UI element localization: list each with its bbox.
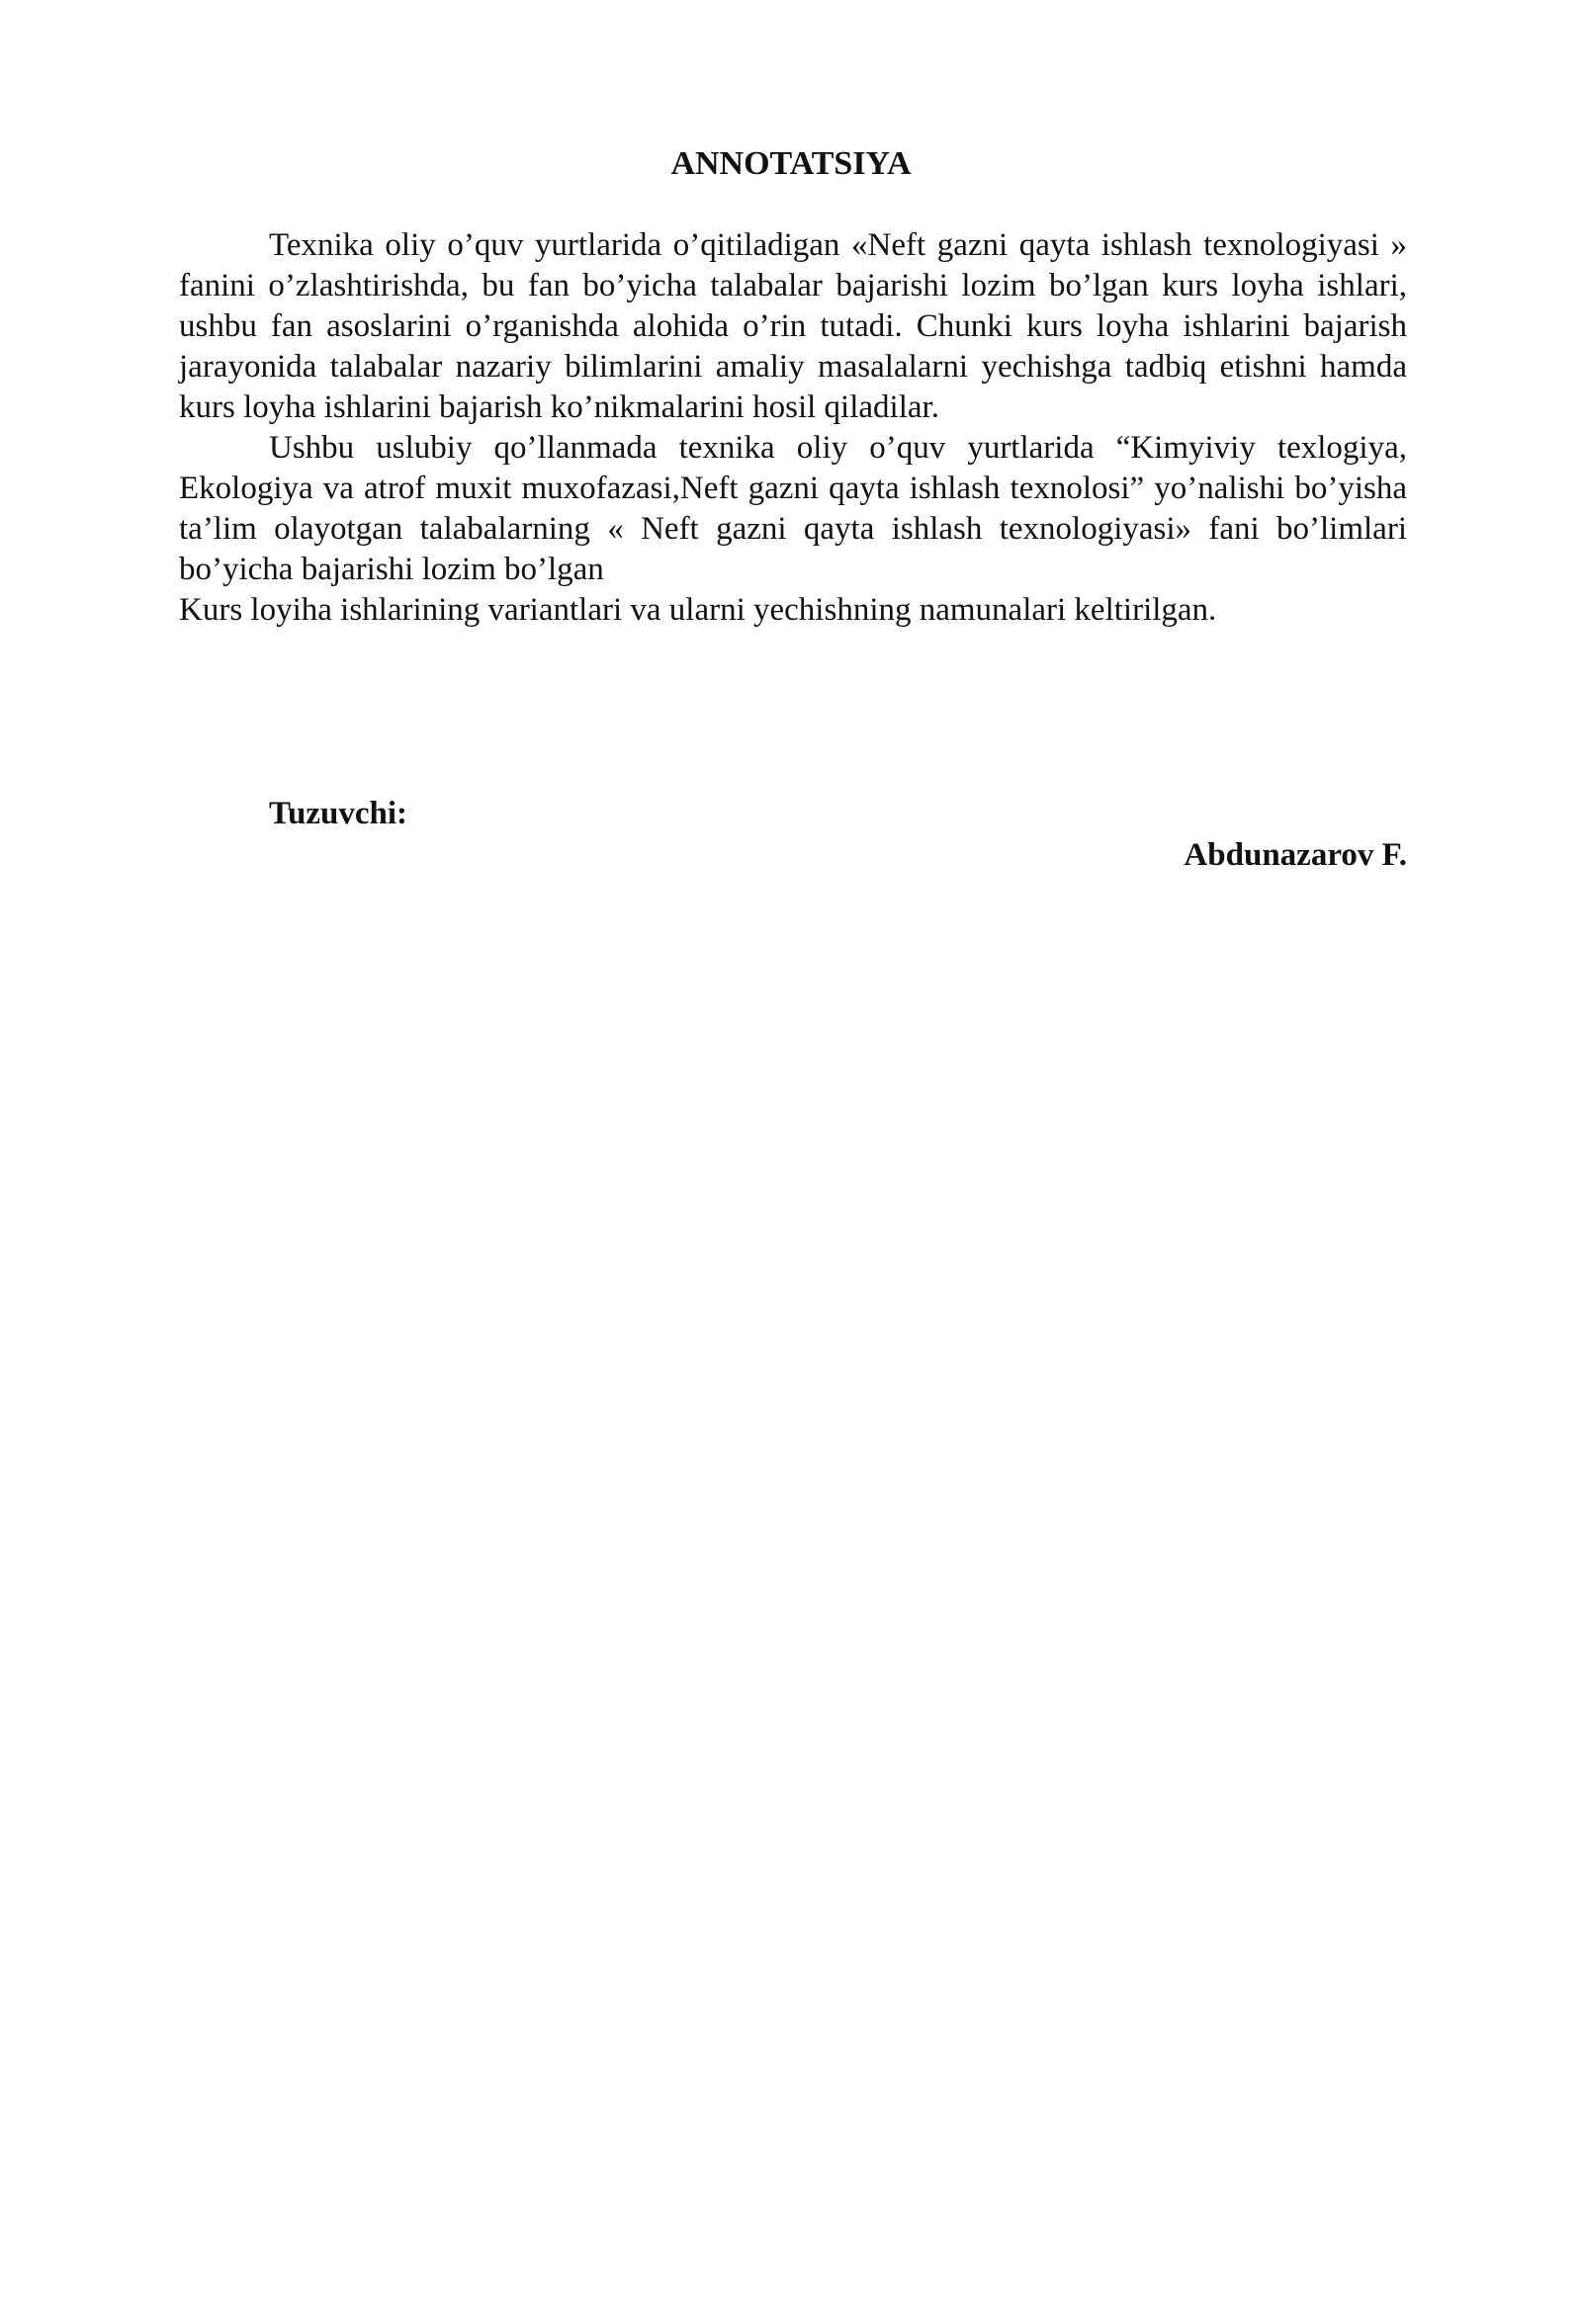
page-title: ANNOTATSIYA — [670, 145, 912, 182]
paragraph-2: Ushbu uslubiy qo’llanmada texnika oliy o’quv yurtlarida “Kimyiviy texlogiya, Ekologiya va atrof muxit muxofazasi,Neft gazni qayta ishlash texnolosi” yo’nalishi bo’yisha ta’lim olayotgan talabalarning « Neft gazni qayta ishlash texnologiyasi» fani bo’limlari bo’yicha bajarishi lozim bo’lgan — [179, 430, 1407, 587]
author-name: Abdunazarov F. — [1184, 837, 1407, 873]
annotation-body — [179, 225, 1407, 631]
closing-line: Kurs loyiha ishlarining variantlari va ularni yechishning namunalari keltirilgan. — [179, 592, 1217, 628]
paragraph-1: Texnika oliy o’quv yurtlarida o’qitiladigan «Neft gazni qayta ishlash texnologiyasi » fanini o’zlashtirishda, bu fan bo’yicha talabalar bajarishi lozim bo’lgan kurs loyha ishlari, ushbu fan asoslarini o’rganishda alohida o’rin tutadi. Chunki kurs loyha ishlarini bajarish jarayonida talabalar nazariy bilimlarini amaliy masalalarni yechishga tadbiq etishni hamda kurs loyha ishlarini bajarish ko’nikmalarini hosil qiladilar. — [179, 227, 1407, 425]
compiler-label: Tuzuvchi: — [269, 796, 407, 831]
